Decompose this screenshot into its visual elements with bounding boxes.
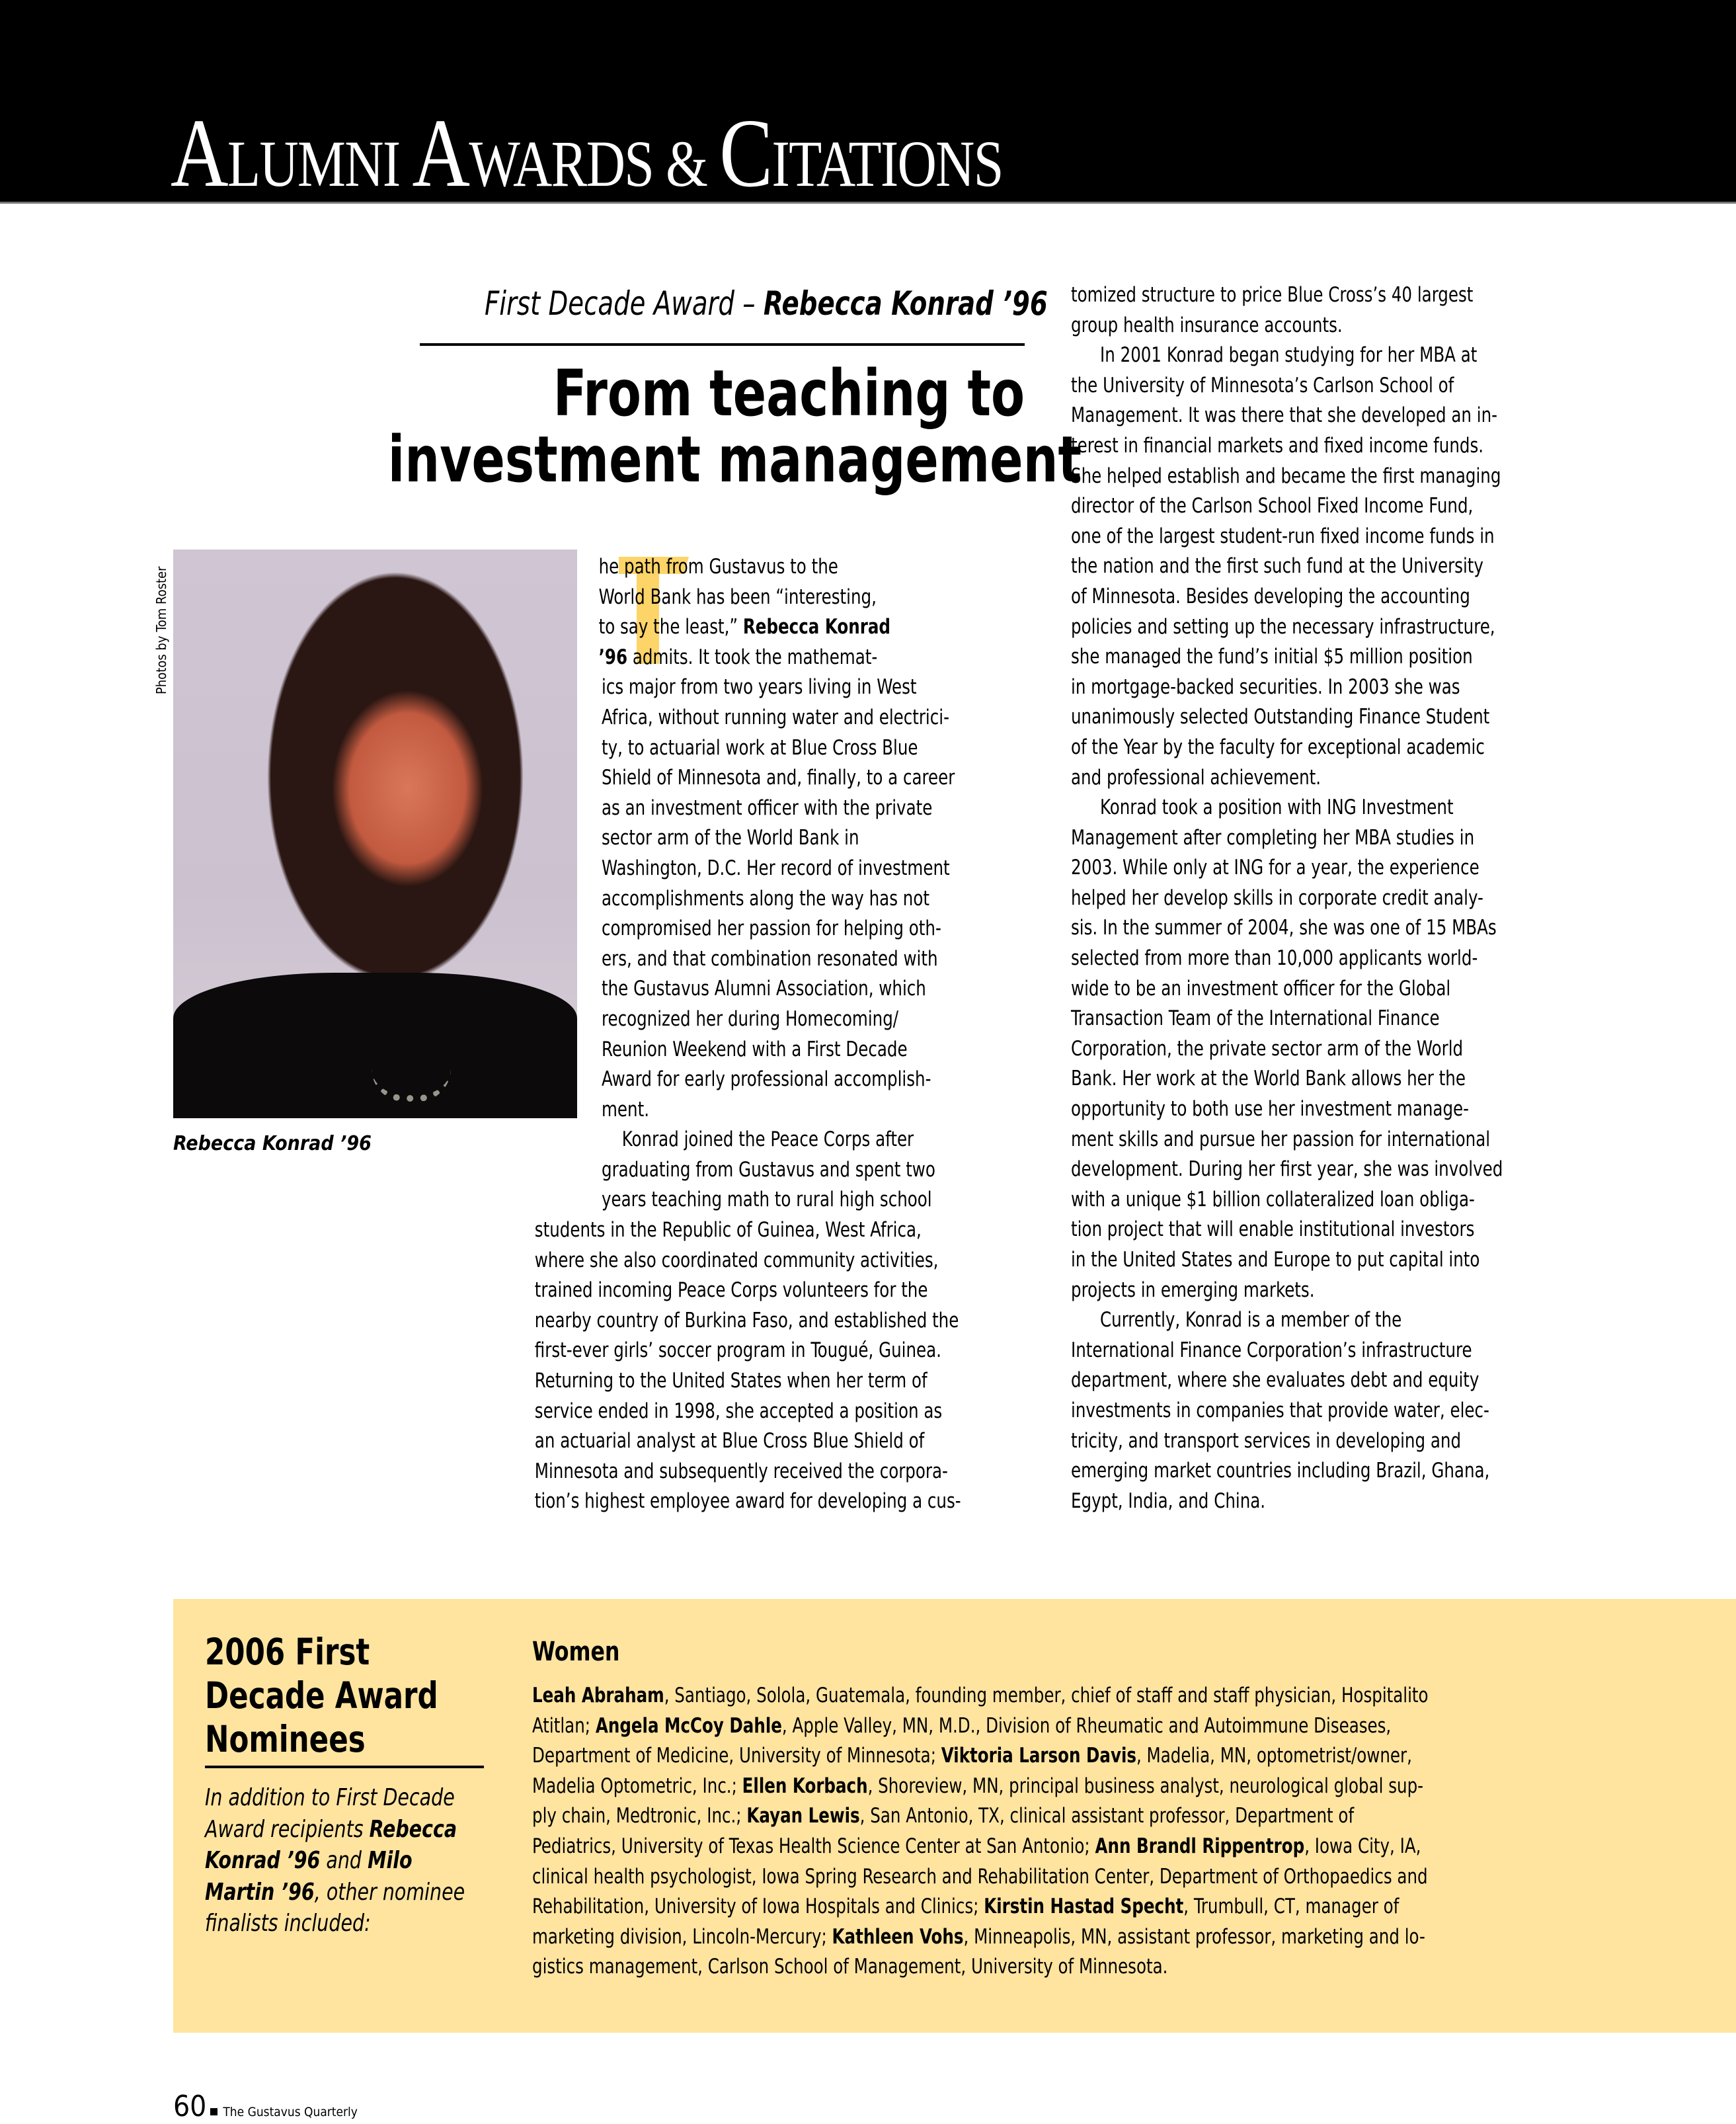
text-run: Transaction Team of the International Finance — [1071, 1006, 1440, 1031]
text-line — [529, 974, 971, 1004]
text-line — [1071, 1004, 1501, 1034]
text-run: unanimously selected Outstanding Finance Student — [1071, 705, 1490, 729]
text-run: ics major from two years living in West — [602, 675, 917, 700]
text-line — [529, 884, 971, 915]
text-run: Shield of Minnesota and, finally, to a career — [602, 766, 955, 790]
text-line — [529, 944, 971, 975]
text-line — [1071, 733, 1501, 763]
bold-name: Rebecca — [369, 1815, 457, 1843]
text-run: tion project that will enable institutional investors — [1071, 1217, 1475, 1242]
photo-shoulders — [173, 973, 577, 1118]
text-run: World Bank has been “interesting, — [598, 585, 877, 609]
text-line — [529, 733, 971, 764]
text-run: , Iowa City, IA, — [1304, 1834, 1421, 1858]
nominees-title-line: Nominees — [205, 1718, 366, 1760]
text-run: ty, to actuarial work at Blue Cross Blue — [602, 735, 918, 760]
text-line — [1071, 1305, 1501, 1336]
title-rest: ITATIONS — [771, 127, 1003, 200]
title-initial: A — [171, 99, 228, 208]
text-line — [1071, 1034, 1501, 1065]
text-run: opportunity to both use her investment manage- — [1071, 1097, 1470, 1122]
bold-name: Rebecca Konrad — [742, 615, 890, 639]
text-line — [1071, 1426, 1501, 1457]
header-band — [0, 0, 1736, 208]
text-line — [532, 1801, 1429, 1832]
text-run: ment. — [602, 1097, 649, 1122]
text-run: nearby country of Burkina Faso, and established the — [534, 1308, 959, 1332]
text-run: In addition to First Decade — [205, 1784, 455, 1811]
text-run: he path from Gustavus to the — [598, 555, 838, 579]
text-line — [532, 1952, 1429, 1982]
text-run: sector arm of the World Bank in — [602, 826, 859, 850]
text-line — [532, 1862, 1429, 1893]
text-line — [529, 854, 971, 884]
text-line — [529, 1095, 971, 1125]
text-run: Returning to the United States when her term of — [534, 1369, 927, 1393]
text-run: director of the Carlson School Fixed Income Fund, — [1071, 494, 1474, 518]
text-run: clinical health psychologist, Iowa Spring Research and Rehabilitation Center, Department of Orthopaedics and — [532, 1864, 1428, 1889]
headline-line-2: investment management — [387, 423, 1082, 497]
text-run: , other nominee — [314, 1878, 465, 1906]
text-line — [1071, 551, 1501, 582]
photo-caption: Rebecca Konrad ’96 — [173, 1132, 372, 1155]
text-run: as an investment officer with the private — [602, 796, 933, 820]
text-run: and professional achievement. — [1071, 765, 1322, 790]
text-line — [529, 1004, 971, 1035]
text-run: In 2001 Konrad began studying for her MBA at — [1100, 343, 1478, 368]
text-line — [529, 552, 971, 583]
text-line — [1071, 491, 1501, 522]
text-line — [529, 1246, 971, 1276]
title-initial: C — [719, 99, 772, 208]
text-run: projects in emerging markets. — [1071, 1278, 1315, 1302]
text-run: policies and setting up the necessary infrastructure, — [1071, 614, 1495, 639]
section-title — [171, 99, 1003, 210]
text-run: where she also coordinated community activities, — [534, 1248, 939, 1272]
text-line — [532, 1681, 1429, 1711]
text-line — [205, 1845, 465, 1877]
text-line — [529, 914, 971, 944]
bold-name: Ann Brandl Rippentrop — [1095, 1834, 1305, 1858]
text-line — [529, 763, 971, 794]
text-line — [1071, 642, 1501, 673]
text-line — [1071, 401, 1501, 431]
text-run: ment skills and pursue her passion for international — [1071, 1127, 1491, 1151]
women-nominee-list — [532, 1681, 1550, 1982]
text-run: finalists included: — [205, 1910, 371, 1938]
text-line — [1071, 582, 1501, 612]
title-rest: LUMNI — [227, 127, 413, 200]
text-run: Egypt, India, and China. — [1071, 1489, 1266, 1513]
text-run: of Minnesota. Besides developing the accounting — [1071, 584, 1470, 608]
text-line — [529, 1487, 971, 1517]
text-run: tion’s highest employee award for developing a cus- — [534, 1489, 961, 1514]
text-line — [1071, 1245, 1501, 1276]
kicker-name: Rebecca Konrad ’96 — [763, 284, 1048, 323]
text-line — [529, 1155, 971, 1186]
text-line — [1071, 823, 1501, 854]
text-run: first-ever girls’ soccer program in Tougué, Guinea. — [534, 1338, 941, 1363]
text-run: Konrad took a position with ING Investment — [1100, 796, 1454, 820]
text-line — [205, 1814, 465, 1846]
text-run: investments in companies that provide water, elec- — [1071, 1398, 1489, 1422]
text-line — [1071, 673, 1501, 703]
text-run: Corporation, the private sector arm of the World — [1071, 1036, 1464, 1061]
text-run: the nation and the first such fund at the University — [1071, 554, 1483, 579]
text-run: , Minneapolis, MN, assistant professor, marketing and lo- — [963, 1924, 1425, 1949]
text-line — [532, 1892, 1429, 1922]
text-line — [1071, 341, 1501, 371]
nominees-title-line: Decade Award — [205, 1674, 438, 1717]
text-line — [1071, 1487, 1501, 1517]
text-run: gistics management, Carlson School of Management, University of Minnesota. — [532, 1955, 1168, 1979]
text-line — [529, 1125, 971, 1155]
text-run: Management. It was there that she developed an in- — [1071, 403, 1497, 428]
kicker-rule — [420, 343, 1025, 346]
text-run: Washington, D.C. Her record of investment — [602, 856, 950, 880]
article-headline — [387, 356, 1082, 497]
text-line — [1071, 371, 1501, 401]
text-run: years teaching math to rural high school — [602, 1188, 932, 1212]
text-line — [529, 1306, 971, 1336]
text-run: , Madelia, MN, optometrist/owner, — [1136, 1744, 1412, 1768]
text-run: ers, and that combination resonated with — [602, 946, 938, 971]
text-run: Department of Medicine, University of Minnesota; — [532, 1744, 941, 1768]
text-line — [529, 703, 971, 733]
text-run: in mortgage-backed securities. In 2003 she was — [1071, 674, 1460, 699]
text-line — [1071, 944, 1501, 974]
text-line — [205, 1908, 465, 1940]
text-run: selected from more than 10,000 applicants world- — [1071, 946, 1478, 971]
text-line — [1071, 311, 1501, 341]
bold-name: Ellen Korbach — [742, 1774, 868, 1798]
text-line — [529, 1185, 971, 1215]
text-line — [529, 1366, 971, 1397]
text-run: sis. In the summer of 2004, she was one of 15 MBAs — [1071, 916, 1497, 940]
title-initial: A — [412, 99, 469, 208]
text-line — [205, 1877, 465, 1908]
text-run: 2003. While only at ING for a year, the experience — [1071, 856, 1480, 880]
text-line — [532, 1772, 1429, 1802]
nominees-title-rule — [205, 1766, 484, 1768]
bold-name: Kayan Lewis — [746, 1804, 860, 1828]
text-run: Award recipients — [205, 1815, 370, 1843]
text-run: Award for early professional accomplish- — [602, 1067, 931, 1092]
text-run: , Trumbull, CT, manager of — [1183, 1895, 1400, 1919]
text-line — [532, 1832, 1429, 1862]
text-run: emerging market countries including Brazil, Ghana, — [1071, 1459, 1490, 1483]
photo-credit: Photos by Tom Roster — [153, 566, 169, 694]
text-run: of the Year by the faculty for exceptional academic — [1071, 735, 1485, 759]
text-line — [1071, 883, 1501, 914]
text-line — [1071, 1215, 1501, 1245]
text-line — [529, 1035, 971, 1065]
title-rest: WARDS & — [469, 127, 720, 200]
text-line — [1071, 853, 1501, 883]
text-line — [1071, 1094, 1501, 1125]
text-line — [1071, 462, 1501, 492]
square-bullet-icon — [210, 2108, 217, 2115]
text-run: with a unique $1 billion collateralized loan obliga- — [1071, 1187, 1475, 1211]
text-run: the Gustavus Alumni Association, which — [602, 977, 926, 1001]
text-line — [1071, 1396, 1501, 1426]
bold-name: Kirstin Hastad Specht — [984, 1895, 1184, 1919]
text-line — [532, 1711, 1429, 1742]
text-run: , Apple Valley, MN, M.D., Division of Rheumatic and Autoimmune Diseases, — [781, 1713, 1392, 1738]
text-line — [529, 612, 971, 643]
page-number: 60 — [173, 2090, 207, 2123]
text-line — [1071, 1456, 1501, 1487]
text-line — [532, 1922, 1429, 1953]
article-body-middle-column — [529, 552, 1031, 1517]
text-run: trained incoming Peace Corps volunteers for the — [534, 1278, 928, 1303]
text-run: the University of Minnesota’s Carlson School of — [1071, 373, 1454, 397]
text-run: an actuarial analyst at Blue Cross Blue Shield of — [534, 1429, 925, 1453]
text-run: Atitlan; — [532, 1713, 596, 1738]
bold-name: Leah Abraham — [532, 1684, 664, 1707]
text-line — [532, 1741, 1429, 1772]
text-run: helped her develop skills in corporate credit analy- — [1071, 885, 1483, 910]
text-line — [529, 583, 971, 613]
bold-name: Konrad ’96 — [205, 1847, 321, 1875]
text-run: Africa, without running water and electrici- — [602, 705, 949, 729]
text-run: students in the Republic of Guinea, West Africa, — [534, 1218, 922, 1243]
text-run: She helped establish and became the first managing — [1071, 464, 1501, 488]
text-line — [529, 1276, 971, 1306]
text-run: Madelia Optometric, Inc.; — [532, 1774, 742, 1798]
text-run: marketing division, Lincoln-Mercury; — [532, 1924, 832, 1949]
text-line — [529, 673, 971, 703]
text-run: and — [320, 1847, 368, 1875]
text-line — [1071, 1185, 1501, 1215]
text-run: accomplishments along the way has not — [602, 886, 929, 911]
text-run: Minnesota and subsequently received the corpora- — [534, 1459, 948, 1483]
text-line — [1071, 1366, 1501, 1396]
bold-name: Viktoria Larson Davis — [941, 1744, 1136, 1768]
text-run: to say the least,” — [598, 615, 743, 639]
text-run: Rehabilitation, University of Iowa Hospitals and Clinics; — [532, 1895, 984, 1919]
bold-name: Kathleen Vohs — [832, 1924, 964, 1949]
text-run: one of the largest student-run fixed income funds in — [1071, 524, 1495, 548]
women-heading: Women — [532, 1637, 620, 1667]
text-run: Reunion Weekend with a First Decade — [602, 1037, 908, 1061]
text-line — [529, 1397, 971, 1427]
bold-name: Angela McCoy Dahle — [595, 1713, 782, 1738]
text-run: Konrad joined the Peace Corps after — [621, 1127, 914, 1152]
text-run: tricity, and transport services in developing and — [1071, 1428, 1462, 1453]
text-run: service ended in 1998, she accepted a position as — [534, 1399, 943, 1423]
text-run: Pediatrics, University of Texas Health Science Center at San Antonio; — [532, 1834, 1095, 1858]
text-run: group health insurance accounts. — [1071, 313, 1343, 337]
text-run: graduating from Gustavus and spent two — [602, 1157, 935, 1182]
text-line — [529, 643, 971, 673]
text-line — [1071, 1336, 1501, 1366]
text-line — [1071, 702, 1501, 733]
text-run: terest in financial markets and fixed income funds. — [1071, 433, 1484, 458]
text-line — [529, 1215, 971, 1246]
text-run: , Santiago, Solola, Guatemala, founding member, chief of staff and staff physician, Hospitalito — [664, 1684, 1429, 1707]
text-run: International Finance Corporation’s infrastructure — [1071, 1338, 1472, 1362]
text-line — [529, 1336, 971, 1366]
text-run: , San Antonio, TX, clinical assistant professor, Department of — [859, 1804, 1355, 1828]
headline-line-1: From teaching to — [553, 356, 1025, 430]
text-run: in the United States and Europe to put capital into — [1071, 1248, 1480, 1272]
text-run: compromised her passion for helping oth- — [602, 917, 941, 941]
text-run: tomized structure to price Blue Cross’s 40 largest — [1071, 283, 1474, 307]
text-line — [1071, 612, 1501, 643]
text-run: recognized her during Homecoming/ — [602, 1006, 899, 1031]
text-run: , Shoreview, MN, principal business analyst, neurological global sup- — [867, 1774, 1424, 1798]
kicker-award: First Decade Award – — [485, 284, 764, 323]
article-body-right-column — [1071, 280, 1560, 1516]
text-run: Bank. Her work at the World Bank allows her the — [1071, 1067, 1466, 1091]
text-line — [1071, 974, 1501, 1004]
text-line — [1071, 280, 1501, 311]
text-run: Currently, Konrad is a member of the — [1100, 1308, 1402, 1332]
nominees-intro — [205, 1782, 500, 1940]
text-line — [529, 1065, 971, 1095]
text-line — [1071, 1125, 1501, 1155]
text-run: Management after completing her MBA studies in — [1071, 825, 1475, 850]
text-run: she managed the fund’s initial $5 million position — [1071, 645, 1473, 669]
text-run: wide to be an investment officer for the Global — [1071, 976, 1451, 1001]
portrait-photo — [173, 550, 577, 1118]
text-line — [529, 823, 971, 854]
nominees-title-line: 2006 First — [205, 1631, 370, 1673]
text-run: development. During her first year, she was involved — [1071, 1157, 1503, 1182]
text-line — [1071, 793, 1501, 823]
text-line — [1071, 1276, 1501, 1306]
text-line — [1071, 1064, 1501, 1094]
nominees-title — [205, 1630, 438, 1761]
text-line — [1071, 522, 1501, 552]
text-line — [529, 1457, 971, 1487]
text-line — [529, 1426, 971, 1457]
bold-name: ’96 — [598, 645, 628, 669]
bold-name: Milo — [368, 1847, 413, 1875]
text-run: department, where she evaluates debt and equity — [1071, 1368, 1480, 1393]
page-footer — [173, 2090, 358, 2123]
text-line — [1071, 431, 1501, 462]
bold-name: Martin ’96 — [205, 1878, 315, 1906]
article-kicker — [485, 284, 1048, 323]
text-line — [529, 794, 971, 824]
text-line — [1071, 913, 1501, 944]
text-run: admits. It took the mathemat- — [627, 645, 878, 669]
publication-name: The Gustavus Quarterly — [223, 2105, 358, 2119]
text-line — [1071, 763, 1501, 794]
text-line — [1071, 1155, 1501, 1185]
text-run: ply chain, Medtronic, Inc.; — [532, 1804, 747, 1828]
text-line — [205, 1782, 465, 1814]
